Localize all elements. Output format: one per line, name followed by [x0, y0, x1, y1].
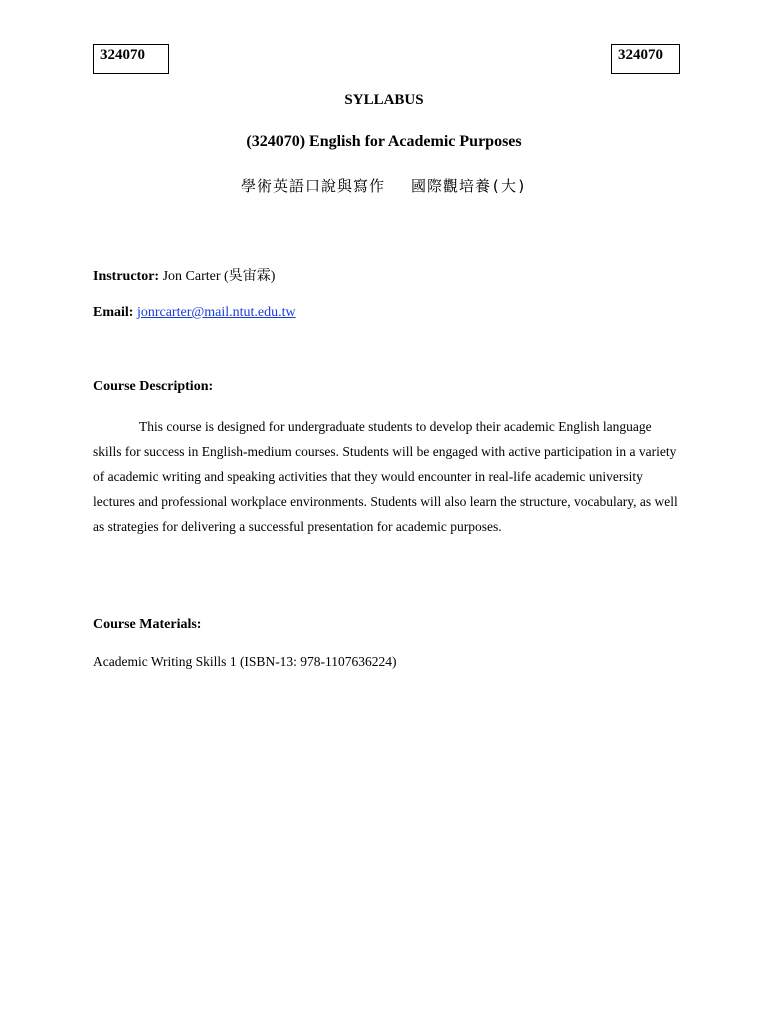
email-link[interactable]: jonrcarter@mail.ntut.edu.tw — [136, 305, 296, 320]
chinese-course-title — [93, 175, 675, 196]
email-label: Email: — [93, 305, 134, 320]
email-line — [93, 305, 296, 321]
instructor-name: Jon Carter (吳宙霖) — [162, 269, 276, 284]
chinese-title-part2: 國際觀培養(大) — [410, 177, 528, 195]
course-title: (324070) English for Academic Purposes — [246, 133, 522, 150]
course-code-left: 324070 — [93, 44, 169, 74]
instructor-label: Instructor: — [93, 269, 160, 284]
course-description-heading: Course Description: — [93, 379, 214, 394]
instructor-line — [93, 265, 275, 285]
course-code-right: 324070 — [611, 44, 680, 74]
page-title: SYLLABUS — [344, 92, 424, 108]
course-materials-text: Academic Writing Skills 1 (ISBN-13: 978-1107636224) — [93, 654, 397, 669]
course-materials-heading: Course Materials: — [93, 617, 202, 632]
chinese-title-part1: 學術英語口說與寫作 — [240, 177, 385, 195]
course-description-text: This course is designed for undergraduate students to develop their academic English language skills for success in English-medium courses. Students will be engaged with active participation in a variety of academic writing and speaking activities that they would encounter in real-life academic university lectures and professional workplace environments. Students will also learn the structure, vocabulary, as well as strategies for delivering a successful presentation for academic purposes. — [93, 419, 678, 534]
